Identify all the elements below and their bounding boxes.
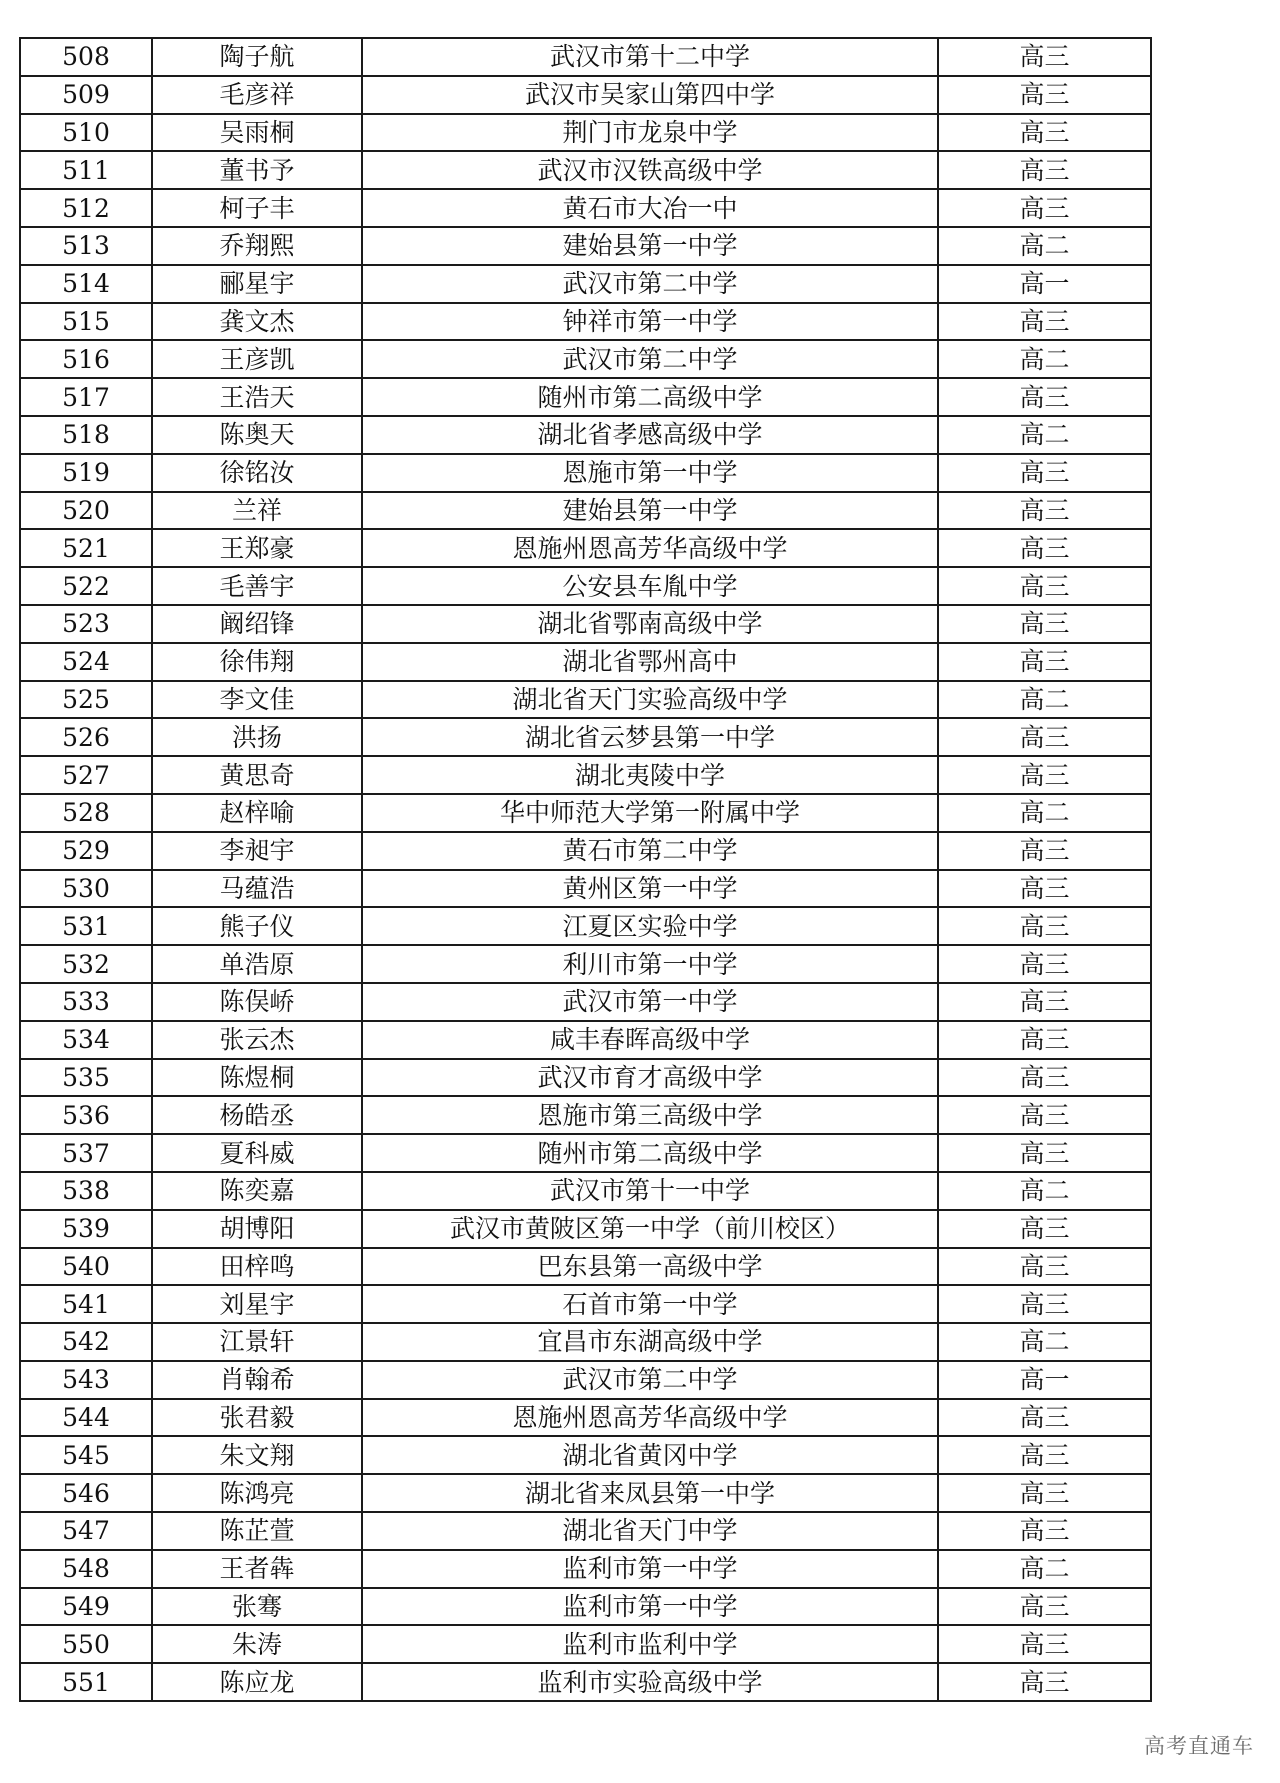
table-row [20,114,1151,152]
cell-grade: 高三 [938,1399,1151,1437]
cell-number: 528 [20,794,152,832]
cell-grade: 高二 [938,1550,1151,1588]
table-row [20,1059,1151,1097]
table-row [20,1323,1151,1361]
cell-number: 515 [20,303,152,341]
cell-school: 钟祥市第一中学 [362,303,938,341]
cell-number: 548 [20,1550,152,1588]
cell-student-name: 陈鸿亮 [152,1474,362,1512]
cell-grade: 高三 [938,151,1151,189]
cell-school: 湖北省来凤县第一中学 [362,1474,938,1512]
cell-grade: 高三 [938,756,1151,794]
cell-grade: 高一 [938,265,1151,303]
cell-number: 521 [20,529,152,567]
table-row [20,492,1151,530]
cell-student-name: 乔翔熙 [152,227,362,265]
cell-number: 541 [20,1285,152,1323]
cell-grade: 高二 [938,794,1151,832]
cell-number: 516 [20,340,152,378]
cell-school: 恩施市第一中学 [362,454,938,492]
table-row [20,643,1151,681]
cell-number: 551 [20,1663,152,1701]
cell-grade: 高三 [938,189,1151,227]
cell-student-name: 陈奕嘉 [152,1172,362,1210]
table-row [20,454,1151,492]
cell-grade: 高三 [938,983,1151,1021]
cell-grade: 高三 [938,378,1151,416]
cell-grade: 高三 [938,1512,1151,1550]
cell-student-name: 兰祥 [152,492,362,530]
table-row [20,945,1151,983]
cell-number: 539 [20,1210,152,1248]
table-row [20,340,1151,378]
roster-table-body [20,38,1151,1701]
cell-grade: 高三 [938,643,1151,681]
cell-school: 监利市实验高级中学 [362,1663,938,1701]
cell-number: 520 [20,492,152,530]
top-crop-edge [0,0,1280,28]
cell-number: 509 [20,76,152,114]
cell-number: 519 [20,454,152,492]
table-row [20,151,1151,189]
cell-grade: 高三 [938,1588,1151,1626]
cell-number: 510 [20,114,152,152]
cell-number: 527 [20,756,152,794]
cell-grade: 高三 [938,907,1151,945]
cell-student-name: 陈芷萱 [152,1512,362,1550]
cell-student-name: 刘星宇 [152,1285,362,1323]
cell-grade: 高三 [938,492,1151,530]
cell-grade: 高三 [938,1625,1151,1663]
cell-grade: 高三 [938,1096,1151,1134]
cell-school: 监利市第一中学 [362,1550,938,1588]
cell-number: 514 [20,265,152,303]
cell-grade: 高二 [938,416,1151,454]
table-row [20,1172,1151,1210]
cell-student-name: 肖翰希 [152,1361,362,1399]
cell-student-name: 李昶宇 [152,832,362,870]
cell-student-name: 张骞 [152,1588,362,1626]
cell-student-name: 朱涛 [152,1625,362,1663]
cell-school: 江夏区实验中学 [362,907,938,945]
cell-school: 湖北省云梦县第一中学 [362,718,938,756]
cell-student-name: 陈俣峤 [152,983,362,1021]
cell-number: 529 [20,832,152,870]
cell-grade: 高三 [938,945,1151,983]
table-row [20,1399,1151,1437]
cell-student-name: 李文佳 [152,681,362,719]
cell-school: 湖北省鄂州高中 [362,643,938,681]
cell-student-name: 黄思奇 [152,756,362,794]
cell-school: 公安县车胤中学 [362,567,938,605]
cell-student-name: 郦星宇 [152,265,362,303]
cell-student-name: 江景轩 [152,1323,362,1361]
cell-student-name: 王浩天 [152,378,362,416]
cell-grade: 高三 [938,454,1151,492]
cell-student-name: 胡博阳 [152,1210,362,1248]
table-row [20,76,1151,114]
cell-school: 武汉市吴家山第四中学 [362,76,938,114]
cell-school: 随州市第二高级中学 [362,378,938,416]
table-row [20,983,1151,1021]
table-row [20,1248,1151,1286]
cell-grade: 高三 [938,1285,1151,1323]
table-row [20,567,1151,605]
cell-number: 535 [20,1059,152,1097]
table-row [20,756,1151,794]
cell-school: 建始县第一中学 [362,227,938,265]
cell-school: 武汉市第一中学 [362,983,938,1021]
cell-number: 536 [20,1096,152,1134]
cell-grade: 高三 [938,1059,1151,1097]
cell-student-name: 吴雨桐 [152,114,362,152]
table-row [20,1588,1151,1626]
cell-number: 544 [20,1399,152,1437]
table-row [20,794,1151,832]
cell-number: 549 [20,1588,152,1626]
cell-student-name: 夏科威 [152,1134,362,1172]
cell-student-name: 马蕴浩 [152,870,362,908]
table-row [20,1361,1151,1399]
cell-student-name: 杨皓丞 [152,1096,362,1134]
cell-student-name: 洪扬 [152,718,362,756]
table-row [20,1550,1151,1588]
cell-number: 512 [20,189,152,227]
cell-student-name: 龚文杰 [152,303,362,341]
cell-number: 545 [20,1436,152,1474]
cell-grade: 高三 [938,605,1151,643]
table-row [20,378,1151,416]
cell-grade: 高二 [938,1172,1151,1210]
cell-grade: 高三 [938,303,1151,341]
cell-number: 531 [20,907,152,945]
cell-school: 巴东县第一高级中学 [362,1248,938,1286]
cell-school: 黄州区第一中学 [362,870,938,908]
cell-school: 石首市第一中学 [362,1285,938,1323]
cell-school: 黄石市第二中学 [362,832,938,870]
table-row [20,416,1151,454]
cell-number: 542 [20,1323,152,1361]
cell-number: 524 [20,643,152,681]
cell-grade: 高二 [938,227,1151,265]
table-row [20,38,1151,76]
cell-number: 511 [20,151,152,189]
cell-school: 湖北省鄂南高级中学 [362,605,938,643]
table-row [20,832,1151,870]
cell-student-name: 陶子航 [152,38,362,76]
cell-school: 武汉市第二中学 [362,265,938,303]
cell-number: 547 [20,1512,152,1550]
table-row [20,681,1151,719]
cell-number: 546 [20,1474,152,1512]
table-row [20,1134,1151,1172]
cell-school: 武汉市汉铁高级中学 [362,151,938,189]
cell-number: 526 [20,718,152,756]
cell-student-name: 毛善宇 [152,567,362,605]
cell-number: 532 [20,945,152,983]
cell-grade: 高三 [938,76,1151,114]
cell-student-name: 徐伟翔 [152,643,362,681]
cell-number: 533 [20,983,152,1021]
cell-school: 恩施州恩高芳华高级中学 [362,529,938,567]
cell-school: 湖北省天门中学 [362,1512,938,1550]
cell-school: 咸丰春晖高级中学 [362,1021,938,1059]
table-row [20,1436,1151,1474]
cell-student-name: 陈奥天 [152,416,362,454]
cell-student-name: 张云杰 [152,1021,362,1059]
cell-grade: 高三 [938,1134,1151,1172]
cell-school: 武汉市第十二中学 [362,38,938,76]
cell-grade: 高三 [938,1436,1151,1474]
table-row [20,303,1151,341]
cell-school: 湖北省天门实验高级中学 [362,681,938,719]
cell-student-name: 徐铭汝 [152,454,362,492]
cell-number: 525 [20,681,152,719]
cell-grade: 高一 [938,1361,1151,1399]
cell-grade: 高二 [938,681,1151,719]
cell-school: 湖北夷陵中学 [362,756,938,794]
cell-grade: 高二 [938,340,1151,378]
cell-number: 543 [20,1361,152,1399]
cell-grade: 高二 [938,1323,1151,1361]
table-row [20,718,1151,756]
cell-number: 534 [20,1021,152,1059]
cell-school: 恩施市第三高级中学 [362,1096,938,1134]
cell-grade: 高三 [938,1210,1151,1248]
cell-school: 宜昌市东湖高级中学 [362,1323,938,1361]
cell-school: 华中师范大学第一附属中学 [362,794,938,832]
cell-student-name: 熊子仪 [152,907,362,945]
table-row [20,1021,1151,1059]
cell-student-name: 阚绍锋 [152,605,362,643]
cell-grade: 高三 [938,529,1151,567]
cell-grade: 高三 [938,870,1151,908]
cell-student-name: 董书予 [152,151,362,189]
cell-grade: 高三 [938,718,1151,756]
cell-school: 黄石市大冶一中 [362,189,938,227]
cell-student-name: 陈煜桐 [152,1059,362,1097]
cell-number: 522 [20,567,152,605]
table-row [20,529,1151,567]
cell-student-name: 王者犇 [152,1550,362,1588]
cell-grade: 高三 [938,1021,1151,1059]
table-row [20,907,1151,945]
table-row [20,1512,1151,1550]
cell-number: 508 [20,38,152,76]
cell-school: 武汉市黄陂区第一中学（前川校区） [362,1210,938,1248]
cell-number: 517 [20,378,152,416]
cell-grade: 高三 [938,567,1151,605]
cell-student-name: 单浩原 [152,945,362,983]
cell-grade: 高三 [938,1248,1151,1286]
watermark-text: 高考直通车 [1144,1734,1254,1758]
cell-student-name: 田梓鸣 [152,1248,362,1286]
table-row [20,265,1151,303]
cell-student-name: 王郑豪 [152,529,362,567]
table-row [20,1474,1151,1512]
cell-school: 荆门市龙泉中学 [362,114,938,152]
table-row [20,1285,1151,1323]
cell-school: 武汉市第二中学 [362,340,938,378]
cell-school: 湖北省孝感高级中学 [362,416,938,454]
cell-school: 随州市第二高级中学 [362,1134,938,1172]
cell-student-name: 赵梓喻 [152,794,362,832]
roster-table [19,37,1152,1702]
cell-school: 武汉市第十一中学 [362,1172,938,1210]
cell-school: 武汉市第二中学 [362,1361,938,1399]
cell-number: 537 [20,1134,152,1172]
table-row [20,605,1151,643]
table-row [20,1625,1151,1663]
cell-school: 监利市监利中学 [362,1625,938,1663]
cell-grade: 高三 [938,1663,1151,1701]
cell-grade: 高三 [938,114,1151,152]
cell-number: 523 [20,605,152,643]
cell-student-name: 王彦凯 [152,340,362,378]
cell-student-name: 陈应龙 [152,1663,362,1701]
cell-school: 建始县第一中学 [362,492,938,530]
cell-student-name: 毛彦祥 [152,76,362,114]
cell-grade: 高三 [938,1474,1151,1512]
cell-school: 恩施州恩高芳华高级中学 [362,1399,938,1437]
cell-student-name: 朱文翔 [152,1436,362,1474]
table-row [20,1210,1151,1248]
cell-school: 利川市第一中学 [362,945,938,983]
table-row [20,1663,1151,1701]
cell-school: 监利市第一中学 [362,1588,938,1626]
cell-number: 513 [20,227,152,265]
cell-number: 550 [20,1625,152,1663]
table-row [20,1096,1151,1134]
table-row [20,227,1151,265]
cell-number: 538 [20,1172,152,1210]
cell-school: 武汉市育才高级中学 [362,1059,938,1097]
table-row [20,189,1151,227]
table-row [20,870,1151,908]
cell-student-name: 柯子丰 [152,189,362,227]
cell-number: 540 [20,1248,152,1286]
cell-number: 530 [20,870,152,908]
cell-student-name: 张君毅 [152,1399,362,1437]
cell-grade: 高三 [938,38,1151,76]
cell-number: 518 [20,416,152,454]
cell-school: 湖北省黄冈中学 [362,1436,938,1474]
cell-grade: 高三 [938,832,1151,870]
